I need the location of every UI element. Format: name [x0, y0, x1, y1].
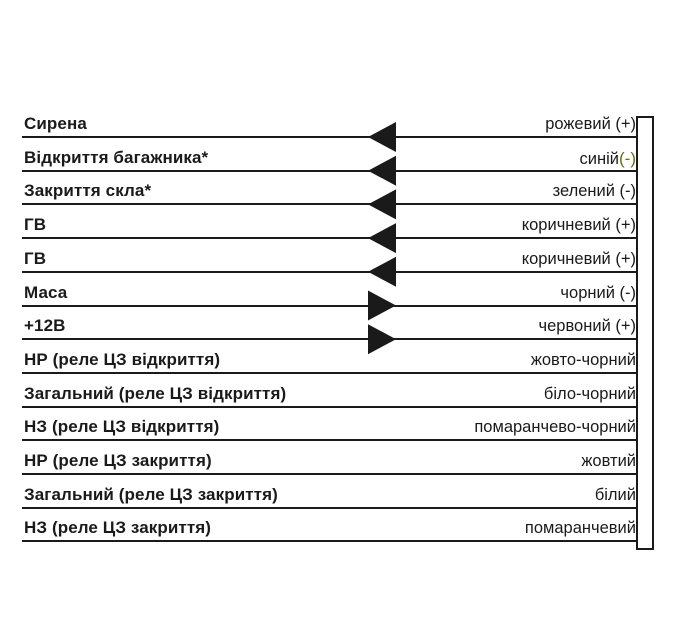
wire-function-label: Відкриття багажника* — [24, 147, 209, 167]
wire-row — [22, 483, 636, 517]
wire-color-text: білий — [594, 485, 636, 504]
wire-row — [22, 348, 636, 382]
wire-row — [22, 179, 636, 213]
wire-row — [22, 112, 636, 146]
wire-color-text: жовто-чорний — [530, 350, 636, 369]
wire-line — [22, 136, 638, 138]
wire-color-text: червоний (+) — [538, 317, 636, 336]
wire-color-text: коричневий (+) — [521, 249, 636, 268]
wire-line — [22, 540, 638, 542]
wire-color-label — [474, 418, 636, 437]
wire-function-label: Сирена — [24, 114, 87, 133]
wire-color-text: помаранчевий — [524, 519, 636, 538]
wire-function-label: Загальний (реле ЦЗ закриття) — [24, 484, 278, 504]
wire-line — [22, 271, 638, 273]
wire-color-text: синій — [579, 149, 620, 168]
wire-line — [22, 170, 638, 172]
wire-color-label — [539, 317, 636, 336]
wire-line — [22, 473, 638, 475]
wire-color-label — [544, 385, 636, 404]
wire-function-label: ГВ — [24, 215, 47, 235]
wire-line — [22, 305, 638, 307]
wire-function-label: НЗ (реле ЦЗ відкриття) — [24, 417, 220, 437]
wire-function-label: НР (реле ЦЗ відкриття) — [24, 349, 221, 369]
wire-color-label — [522, 250, 636, 269]
wire-function-label: НЗ (реле ЦЗ закриття) — [24, 518, 212, 538]
wire-row — [22, 415, 636, 449]
wire-function-label: Маса — [24, 282, 68, 302]
wire-line — [22, 338, 638, 340]
wire-color-text: жовтий — [581, 452, 636, 470]
wire-line — [22, 203, 638, 205]
wire-line — [22, 372, 638, 374]
wire-polarity-text: (-) — [619, 148, 636, 168]
wire-row — [22, 449, 636, 483]
wire-color-label — [531, 351, 636, 370]
wire-color-text: коричневий (+) — [521, 216, 636, 235]
wire-line — [22, 237, 638, 239]
wire-color-label — [560, 284, 636, 303]
wire-color-text: чорний (-) — [560, 283, 636, 302]
wire-function-label: Загальний (реле ЦЗ відкриття) — [24, 383, 287, 403]
wire-color-text: біло-чорний — [543, 384, 636, 403]
wire-function-label: НР (реле ЦЗ закриття) — [24, 451, 212, 470]
wire-line — [22, 507, 638, 509]
wire-function-label: +12В — [24, 316, 66, 336]
wire-color-text: рожевий (+) — [545, 115, 636, 133]
wire-function-label: ГВ — [24, 248, 47, 268]
wire-color-text: зелений (-) — [552, 182, 636, 201]
wire-color-label — [545, 115, 636, 134]
wire-row — [22, 516, 636, 550]
connector-block — [636, 116, 654, 550]
wire-function-label: Закриття скла* — [24, 181, 152, 201]
wire-row — [22, 314, 636, 348]
wire-color-label — [522, 216, 636, 235]
wire-color-label — [595, 486, 636, 505]
wire-color-label — [580, 149, 636, 169]
wire-color-label — [525, 519, 636, 538]
wire-row — [22, 247, 636, 281]
wire-color-label — [581, 452, 636, 471]
wire-row — [22, 382, 636, 416]
wire-row — [22, 281, 636, 315]
wire-line — [22, 439, 638, 441]
wire-row — [22, 213, 636, 247]
wire-color-text: помаранчево-чорний — [474, 418, 636, 437]
wire-line — [22, 406, 638, 408]
wire-color-label — [553, 182, 636, 201]
wire-row — [22, 146, 636, 180]
